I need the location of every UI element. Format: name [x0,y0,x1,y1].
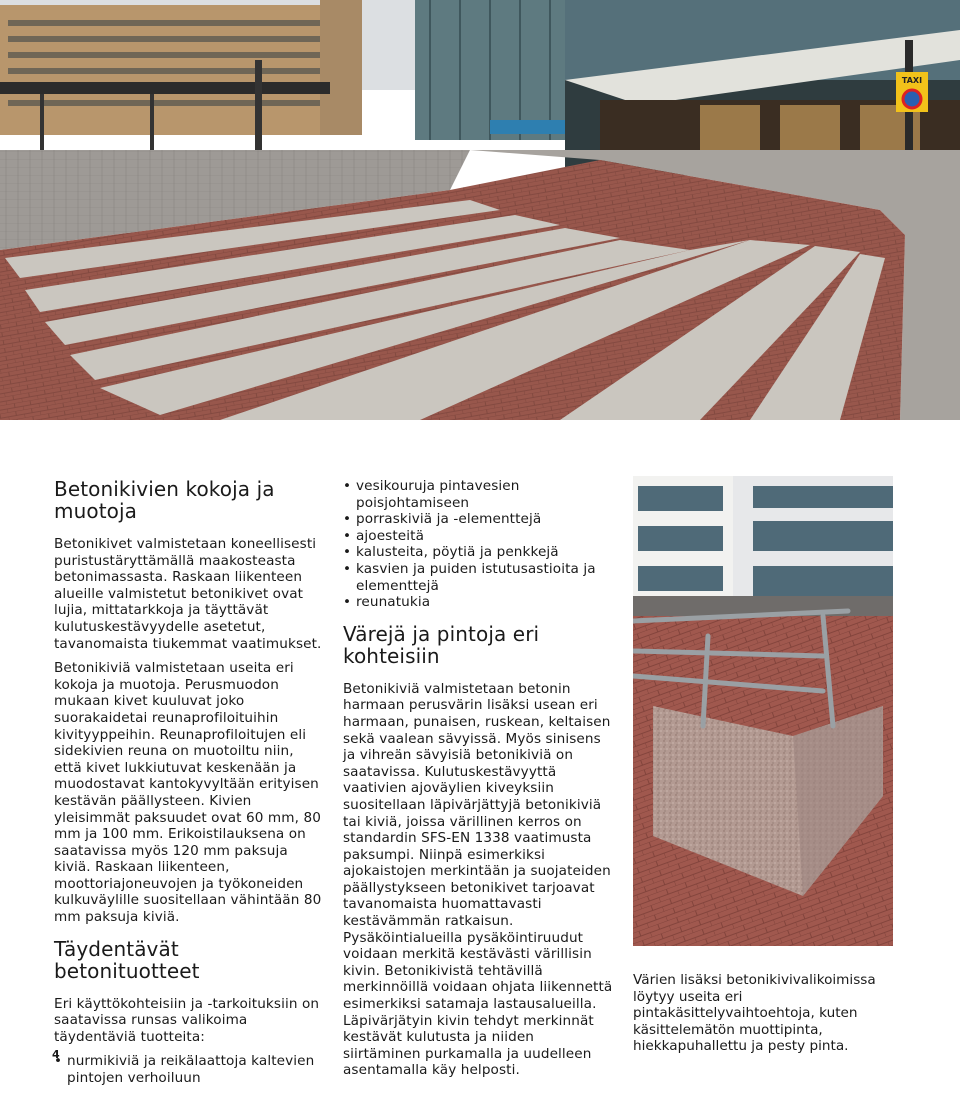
list-item: • porraskiviä ja -elementtejä [343,511,613,528]
middle-column [343,478,613,1087]
list-item: • kalusteita, pöytiä ja penkkejä [343,544,613,561]
section-heading-colors: Värejä ja pintoja eri kohteisiin [343,621,540,668]
left-column [54,478,322,1097]
photo-caption: Värien lisäksi betonikivivalikoimissa löytyy useita eri pintakäsittelyvaihtoehtoja, kuten käsittelemätön muottipinta, hiekkapuhallettu ja pesty pinta. [633,972,876,1055]
list-item: • ajoesteitä [343,528,613,545]
list-item: • reunatukia [343,594,613,611]
crosswalk-photo [0,0,960,420]
page-number: 4 [52,1048,60,1061]
paragraph-manufacturing: Betonikivet valmistetaan koneellisesti puristustäryttämällä maakosteasta betonimassasta. Raskaan liikenteen alueille valmistetut betonikivet ovat lujia, mittatarkkoja ja täyttävät kulutuskestävyydelle asetetut, tavanomaista tiukemmat vaatimukset. [54,536,322,652]
planter-photo [633,476,893,946]
paragraph-products-intro: Eri käyttökohteisiin ja -tarkoituksiin on saatavissa runsas valikoima täydentäviä tuotteita: [54,995,320,1045]
paragraph-shapes: Betonikiviä valmistetaan useita eri kokoja ja muotoja. Perusmuodon mukaan kivet kuuluvat joko suorakaidetai reunaprofiloituihin kivityyppeihin. Reunaprofiloitujen eli sidekivien reuna on muotoiltu niin, että kivet lukkiutuvat keskenään ja muodostavat kantokyvyltään erityisen kestävän päällysteen. Kivien yleisimmät paksuudet ovat 60 mm, 80 mm ja 100 mm. Erikoistilauksena on saatavissa myös 120 mm paksuja kiviä. Raskaan liikenteen, moottoriajoneuvojen ja työkoneiden kulkuväylille suositellaan vähintään 80 mm paksuja kiviä. [54,660,322,926]
taxi-sign-text: TAXI [901,76,923,85]
section-heading-sizes: Betonikivien kokoja ja muotoja [54,477,275,523]
paragraph-colors: Betonikiviä valmistetaan betonin harmaan perusvärin lisäksi usean eri harmaan, punaisen, ruskean, keltaisen sekä vaalean sävyissä. Myös sinisens ja vihreän sävyisiä betonikiviä on saatavissa. Kulutuskestävyyttä vaativien ajoväylien kiveyksiin suositellaan läpivärjättyjä betonikiviä tai kiviä, joissa värillinen kerros on standardin SFS-EN 1338 vaatimusta paksumpi. Niinpä esimerkiksi ajokaistojen merkintään ja suojateiden päällystykseen betonikivet tarjoavat tavanomaista huomattavasti kestävämmän ratkaisun. Pysäköintialueilla pysäköintiruudut voidaan merkitä kestävästi värillisin kivin. Betonikivistä tehtävillä merkinnöillä voidaan ohjata liikennettä esimerkiksi satamaja lastausalueilla. Läpivärjätyin kivin tehdyt merkinnät kestävät kulutusta ja niiden siirtäminen purkamalla ja uudelleen asentamalla käy helposti. [343,680,613,1079]
list-item: • kasvien ja puiden istutusastioita ja elementtejä [343,561,613,594]
list-item: • nurmikiviä ja reikälaattoja kaltevien pintojen verhoiluun [54,1053,322,1086]
product-list-part1 [54,1053,322,1086]
list-item: • vesikouruja pintavesien poisjohtamiseen [343,478,613,511]
section-heading-products: Täydentävät betonituotteet [54,936,200,983]
product-list-part2 [343,478,613,611]
